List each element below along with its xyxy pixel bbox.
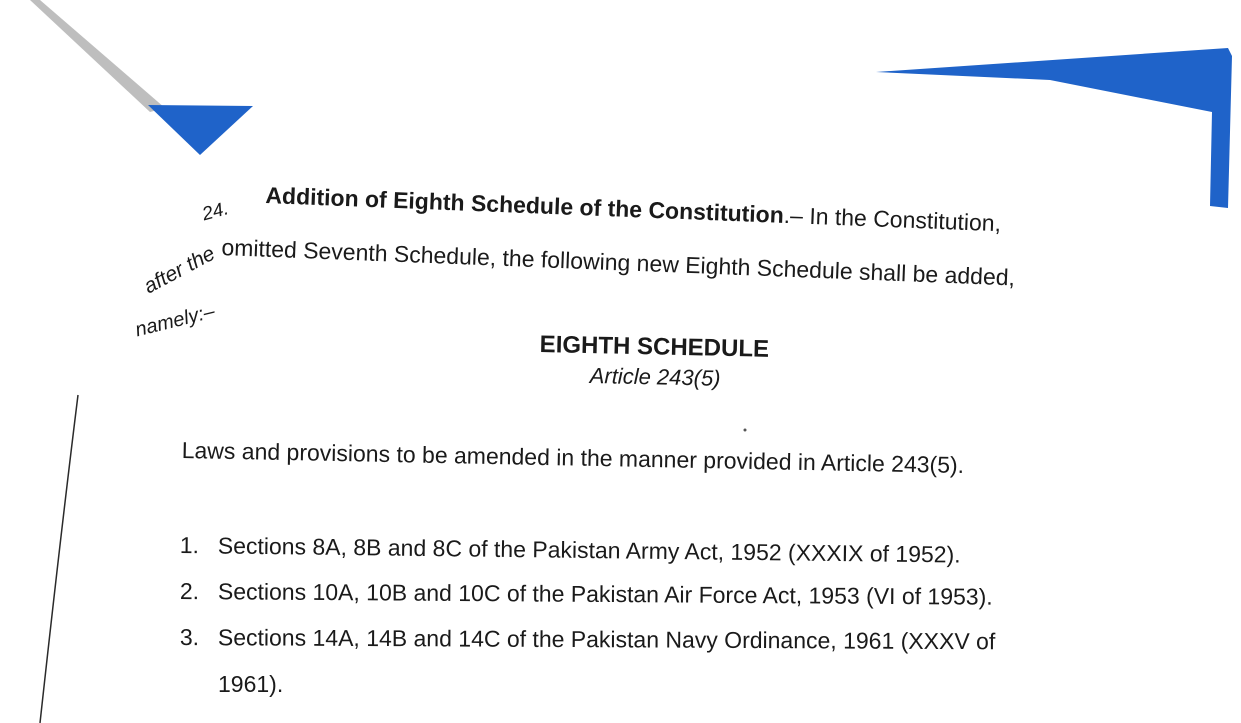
section-line-2-lead: after the — [140, 241, 219, 299]
section-number: 24. — [200, 198, 231, 226]
list-item — [180, 624, 995, 655]
section-line-2: omitted Seventh Schedule, the following new Eighth Schedule shall be added, — [221, 234, 1016, 291]
schedule-title: EIGHTH SCHEDULE — [539, 331, 770, 363]
list-item-continuation: 1961). — [218, 671, 284, 697]
schedule-intro: Laws and provisions to be amended in the manner provided in Article 243(5). — [181, 437, 965, 479]
speck — [744, 429, 747, 432]
blue-tape-left — [148, 105, 253, 155]
section-line-1-rest: .– In the Constitution, — [783, 201, 1002, 237]
list-item-number: 3. — [179, 624, 200, 651]
schedule-reference: Article 243(5) — [589, 363, 721, 391]
list-item-number: 2. — [179, 578, 200, 605]
list-item-text: Sections 14A, 14B and 14C of the Pakistan Navy Ordinance, 1961 (XXXV of — [217, 624, 996, 655]
page-edge-line — [40, 395, 78, 723]
list-item-text: Sections 8A, 8B and 8C of the Pakistan Army Act, 1952 (XXXIX of 1952). — [217, 532, 961, 568]
fold-shadow — [30, 0, 165, 112]
blue-tape-right — [876, 48, 1232, 208]
section-heading: Addition of Eighth Schedule of the Constitution — [265, 182, 785, 228]
section-line-3: namely:– — [133, 300, 218, 342]
list-item — [180, 578, 993, 611]
list-item-text: Sections 10A, 10B and 10C of the Pakistan Air Force Act, 1953 (VI of 1953). — [217, 578, 993, 610]
list-item-number: 1. — [179, 532, 200, 559]
